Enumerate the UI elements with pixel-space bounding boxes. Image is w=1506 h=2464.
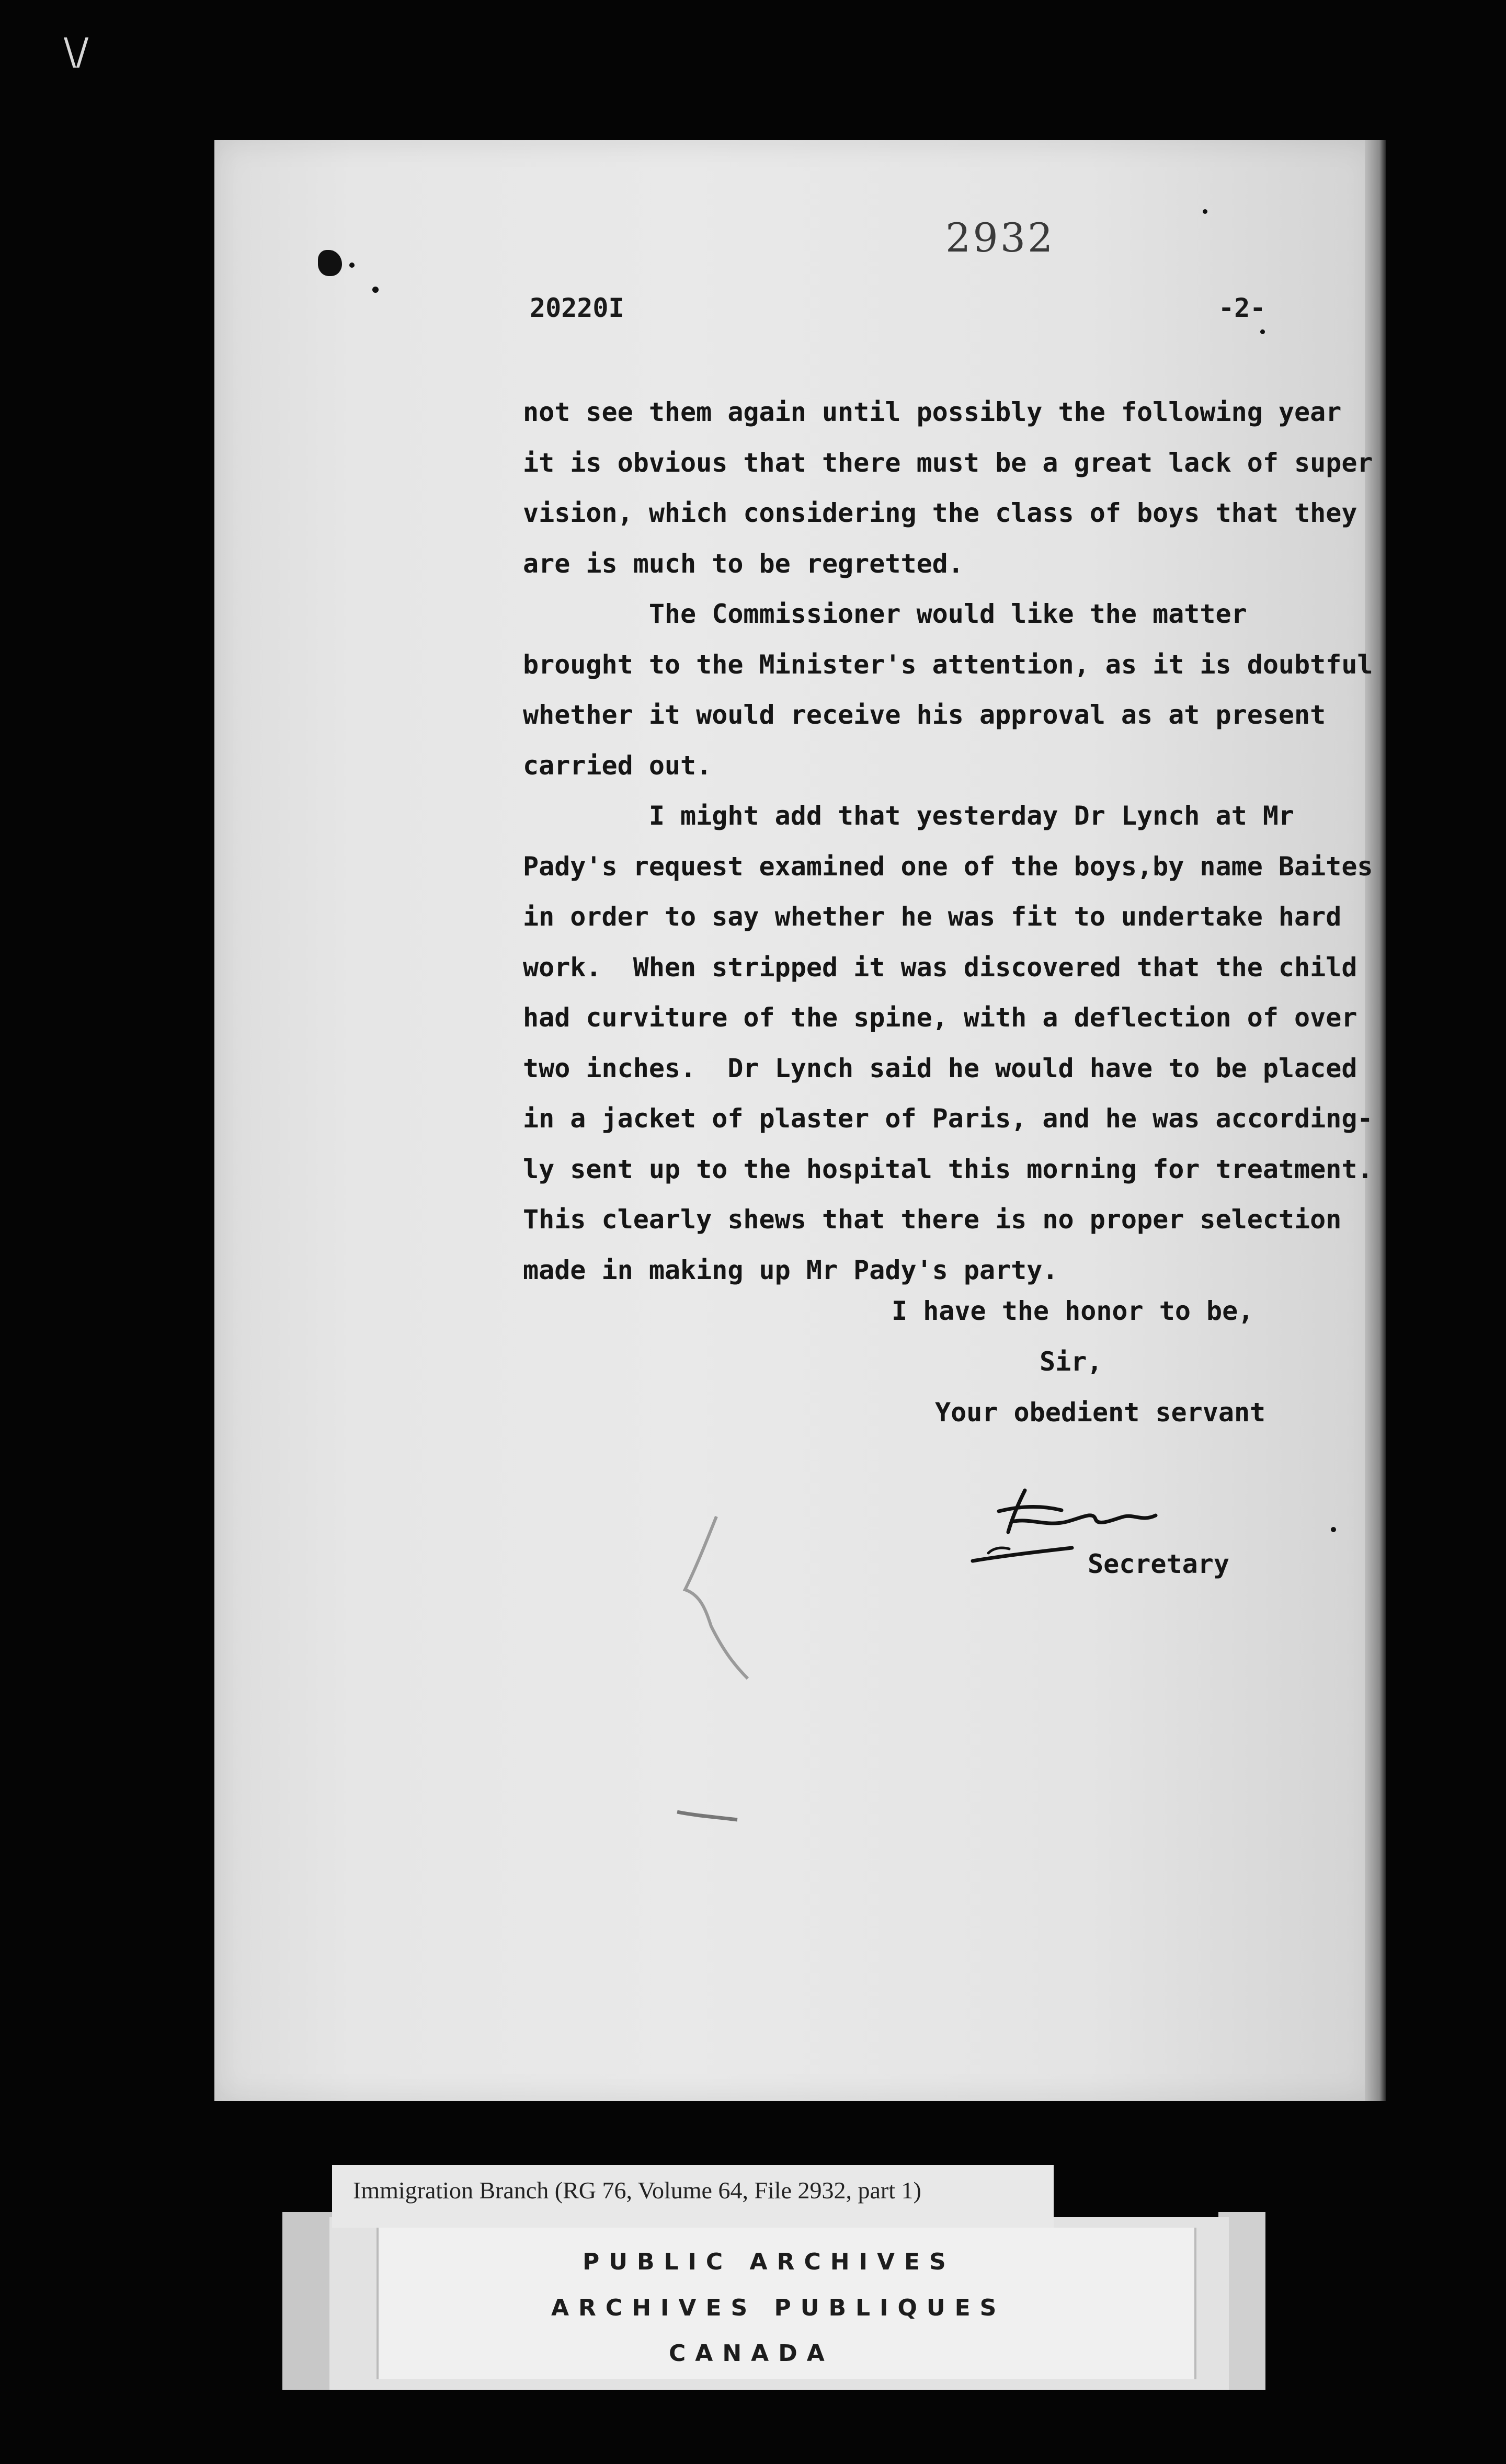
closing-line-1: I have the honor to be,: [892, 1296, 1254, 1326]
body-line: it is obvious that there must be a great lack of super: [523, 447, 1373, 478]
ink-speck: [372, 287, 379, 293]
ink-speck: [1203, 209, 1207, 214]
body-line: not see them again until possibly the following year: [523, 397, 1342, 427]
body-line: whether it would receive his approval as at present: [523, 700, 1326, 730]
body-line: are is much to be regretted.: [523, 548, 964, 579]
handwritten-signature: [962, 1469, 1197, 1584]
ink-speck: [1260, 329, 1265, 334]
body-line: made in making up Mr Pady's party.: [523, 1254, 1058, 1285]
stamp-line-2: ARCHIVES PUBLIQUES: [551, 2295, 1006, 2321]
body-line: I might add that yesterday Dr Lynch at Mr: [523, 801, 1295, 831]
stamp-line-3: CANADA: [669, 2340, 834, 2367]
stamp-line-1: PUBLIC ARCHIVES: [583, 2249, 955, 2275]
archive-reference-label: Immigration Branch (RG 76, Volume 64, File 2932, part 1): [332, 2165, 1054, 2228]
body-line: The Commissioner would like the matter: [523, 599, 1247, 629]
body-line: in a jacket of plaster of Paris, and he was according-: [523, 1103, 1373, 1134]
body-line: Pady's request examined one of the boys,by name Baites: [523, 851, 1373, 882]
body-line: had curviture of the spine, with a deflection of over: [523, 1002, 1357, 1033]
body-line: vision, which considering the class of boys that they: [523, 498, 1357, 528]
reference-number: 20220I: [530, 293, 624, 323]
body-line: brought to the Minister's attention, as it is doubtful: [523, 649, 1373, 680]
letter-body: [523, 387, 1373, 1295]
archive-stamp-inner: [376, 2228, 1196, 2379]
body-line: in order to say whether he was fit to undertake hard: [523, 902, 1342, 932]
body-line: This clearly shews that there is no proper selection: [523, 1204, 1342, 1235]
file-number: 2932: [945, 214, 1055, 261]
signatory-title: Secretary: [1088, 1549, 1229, 1579]
corner-mark: \/: [64, 30, 89, 73]
archive-stamp: [329, 2217, 1229, 2390]
closing-line-3: Your obedient servant: [935, 1397, 1266, 1428]
closing-line-2: Sir,: [1040, 1347, 1103, 1377]
body-line: carried out.: [523, 750, 712, 781]
ink-speck: [1331, 1527, 1336, 1532]
ink-speck: [349, 263, 355, 268]
page-number: -2-: [1218, 293, 1266, 323]
ink-blot: [318, 250, 342, 276]
body-line: two inches. Dr Lynch said he would have to be placed: [523, 1053, 1357, 1083]
body-line: work. When stripped it was discovered that the child: [523, 952, 1357, 983]
paper-mark: [675, 1511, 763, 1684]
paper-mark: [675, 1804, 743, 1825]
body-line: ly sent up to the hospital this morning for treatment.: [523, 1154, 1373, 1184]
